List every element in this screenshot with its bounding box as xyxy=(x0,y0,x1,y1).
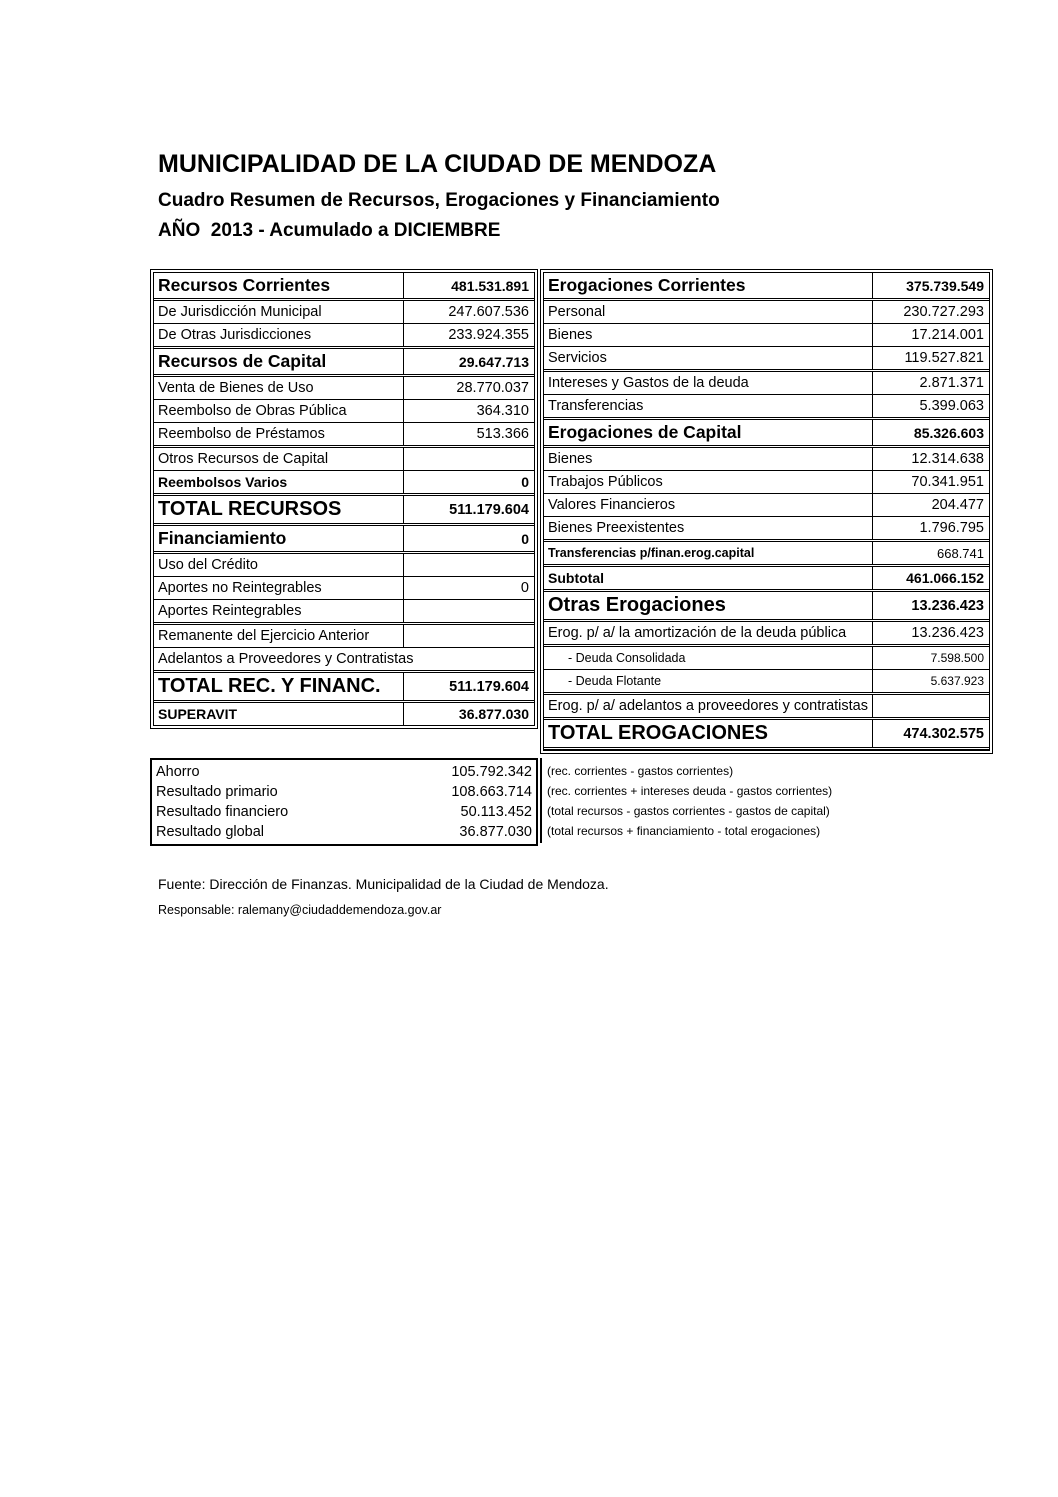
row-label: Erog. p/ a/ adelantos a proveedores y contratistas xyxy=(548,698,868,714)
table-row xyxy=(544,516,989,539)
table-row xyxy=(544,692,989,717)
table-row xyxy=(154,526,534,554)
row-label: Erogaciones de Capital xyxy=(548,422,742,442)
table-row xyxy=(154,346,534,377)
result-formula: (total recursos + financiamiento - total erogaciones) xyxy=(547,824,821,838)
row-value: 481.531.891 xyxy=(403,273,534,298)
row-label: De Jurisdicción Municipal xyxy=(158,304,322,320)
row-label: Erogaciones Corrientes xyxy=(548,275,746,295)
result-row xyxy=(152,762,536,782)
result-label: Resultado financiero xyxy=(156,804,289,820)
row-value: 511.179.604 xyxy=(403,673,534,700)
row-value: 28.770.037 xyxy=(403,377,534,399)
page-period: AÑO 2013 - Acumulado a DICIEMBRE xyxy=(158,220,501,241)
row-value: 0 xyxy=(403,526,534,551)
table-row xyxy=(154,273,534,301)
row-value: 70.341.951 xyxy=(872,471,989,493)
table-row xyxy=(544,589,989,622)
row-value: 668.741 xyxy=(872,542,989,564)
result-value: 50.113.452 xyxy=(460,804,532,820)
row-label: Personal xyxy=(548,304,606,320)
table-row xyxy=(154,422,534,445)
table-row xyxy=(154,599,534,622)
row-value: 233.924.355 xyxy=(403,324,534,346)
result-row xyxy=(152,802,536,822)
row-label: Servicios xyxy=(548,350,607,366)
row-label: Erog. p/ a/ la amortización de la deuda pública xyxy=(548,625,847,641)
source-note: Fuente: Dirección de Finanzas. Municipalidad de la Ciudad de Mendoza. xyxy=(158,876,609,892)
results-section xyxy=(150,758,1010,846)
row-value: 375.739.549 xyxy=(872,273,989,298)
table-row xyxy=(154,647,534,670)
row-label: Otras Erogaciones xyxy=(548,594,726,616)
table-row xyxy=(154,377,534,399)
table-row xyxy=(154,622,534,647)
document-header xyxy=(150,150,1010,242)
row-label: Bienes Preexistentes xyxy=(548,520,685,536)
table-row xyxy=(544,564,989,589)
row-value xyxy=(403,554,534,576)
row-label: Reembolso de Obras Pública xyxy=(158,403,347,419)
row-value: 17.214.001 xyxy=(872,324,989,346)
document-page xyxy=(150,150,1010,917)
table-row xyxy=(154,493,534,526)
row-label: Reembolso de Préstamos xyxy=(158,426,325,442)
row-label: - Deuda Consolidada xyxy=(568,651,686,665)
row-label: Transferencias p/finan.erog.capital xyxy=(548,546,755,560)
row-value: 29.647.713 xyxy=(403,349,534,374)
table-row xyxy=(154,470,534,493)
row-value: 0 xyxy=(403,471,534,493)
row-label: Aportes no Reintegrables xyxy=(158,580,322,596)
row-value: 119.527.821 xyxy=(872,347,989,369)
result-formula: (total recursos - gastos corrientes - gastos de capital) xyxy=(547,804,830,818)
row-label: Subtotal xyxy=(548,570,604,586)
row-value: 12.314.638 xyxy=(872,448,989,470)
table-row xyxy=(154,445,534,470)
table-row xyxy=(544,470,989,493)
table-row xyxy=(544,539,989,564)
row-label: Aportes Reintegrables xyxy=(158,603,302,619)
row-label: Valores Financieros xyxy=(548,497,676,513)
table-row xyxy=(544,493,989,516)
row-value: 204.477 xyxy=(872,494,989,516)
row-value: 461.066.152 xyxy=(872,567,989,589)
recursos-table xyxy=(150,269,538,729)
row-label: Intereses y Gastos de la deuda xyxy=(548,375,749,391)
row-value: 13.236.423 xyxy=(872,622,989,644)
summary-tables xyxy=(150,269,1010,754)
row-label: - Deuda Flotante xyxy=(568,674,662,688)
row-label: Venta de Bienes de Uso xyxy=(158,380,314,396)
table-row xyxy=(544,394,989,417)
row-value: 511.179.604 xyxy=(403,496,534,523)
table-row xyxy=(544,346,989,369)
row-value: 230.727.293 xyxy=(872,301,989,323)
row-value xyxy=(403,448,534,470)
result-label: Ahorro xyxy=(156,764,200,780)
table-row xyxy=(154,703,534,725)
row-label: Reembolsos Varios xyxy=(158,474,288,490)
row-label: Recursos de Capital xyxy=(158,351,327,371)
responsible-note: Responsable: ralemany@ciudaddemendoza.gov.ar xyxy=(158,903,442,917)
result-label: Resultado global xyxy=(156,824,265,840)
table-row xyxy=(544,717,989,750)
row-value: 5.637.923 xyxy=(872,670,989,692)
row-value: 513.366 xyxy=(403,423,534,445)
row-value: 36.877.030 xyxy=(403,703,534,725)
row-label: Bienes xyxy=(548,327,593,343)
table-row xyxy=(544,622,989,644)
row-value: 247.607.536 xyxy=(403,301,534,323)
table-row xyxy=(154,399,534,422)
row-value xyxy=(403,625,534,647)
result-row xyxy=(152,822,536,842)
table-row xyxy=(544,644,989,669)
row-label: Otros Recursos de Capital xyxy=(158,451,329,467)
row-label: Transferencias xyxy=(548,398,644,414)
erogaciones-table xyxy=(540,269,993,754)
table-row xyxy=(544,301,989,323)
row-label: SUPERAVIT xyxy=(158,706,238,722)
results-box xyxy=(150,758,538,846)
row-value: 7.598.500 xyxy=(872,647,989,669)
row-value: 85.326.603 xyxy=(872,420,989,445)
document-footer xyxy=(150,876,1010,917)
row-label: Uso del Crédito xyxy=(158,557,258,573)
result-label: Resultado primario xyxy=(156,784,278,800)
row-value: 2.871.371 xyxy=(872,372,989,394)
row-label: Bienes xyxy=(548,451,593,467)
row-label: Financiamiento xyxy=(158,528,287,548)
row-value xyxy=(403,600,534,622)
table-row xyxy=(154,554,534,576)
row-label: TOTAL RECURSOS xyxy=(158,498,342,520)
table-row xyxy=(154,323,534,346)
result-row xyxy=(152,782,536,802)
row-value: 0 xyxy=(403,577,534,599)
result-value: 36.877.030 xyxy=(459,824,532,840)
table-row xyxy=(544,273,989,301)
page-title: MUNICIPALIDAD DE LA CIUDAD DE MENDOZA xyxy=(158,150,717,178)
row-value: 13.236.423 xyxy=(872,592,989,619)
row-label: TOTAL REC. Y FINANC. xyxy=(158,675,381,697)
table-row xyxy=(544,669,989,692)
result-formula: (rec. corrientes - gastos corrientes) xyxy=(547,764,734,778)
formulas-box xyxy=(540,758,1010,843)
row-label: Recursos Corrientes xyxy=(158,275,331,295)
row-label: TOTAL EROGACIONES xyxy=(548,722,769,744)
row-value: 474.302.575 xyxy=(872,720,989,747)
table-row xyxy=(544,369,989,394)
table-row xyxy=(154,301,534,323)
row-value: 364.310 xyxy=(403,400,534,422)
page-subtitle: Cuadro Resumen de Recursos, Erogaciones y Financiamiento xyxy=(158,190,720,211)
row-value: 5.399.063 xyxy=(872,395,989,417)
table-row xyxy=(544,417,989,448)
row-label: Remanente del Ejercicio Anterior xyxy=(158,628,370,644)
row-value: 1.796.795 xyxy=(872,517,989,539)
result-value: 108.663.714 xyxy=(451,784,532,800)
row-value xyxy=(872,695,989,717)
row-label: De Otras Jurisdicciones xyxy=(158,327,312,343)
row-label: Adelantos a Proveedores y Contratistas xyxy=(158,651,414,667)
table-row xyxy=(544,448,989,470)
row-label: Trabajos Públicos xyxy=(548,474,663,490)
table-row xyxy=(154,576,534,599)
table-row xyxy=(544,323,989,346)
result-value: 105.792.342 xyxy=(451,764,532,780)
table-row xyxy=(154,670,534,703)
result-formula: (rec. corrientes + intereses deuda - gastos corrientes) xyxy=(547,784,833,798)
